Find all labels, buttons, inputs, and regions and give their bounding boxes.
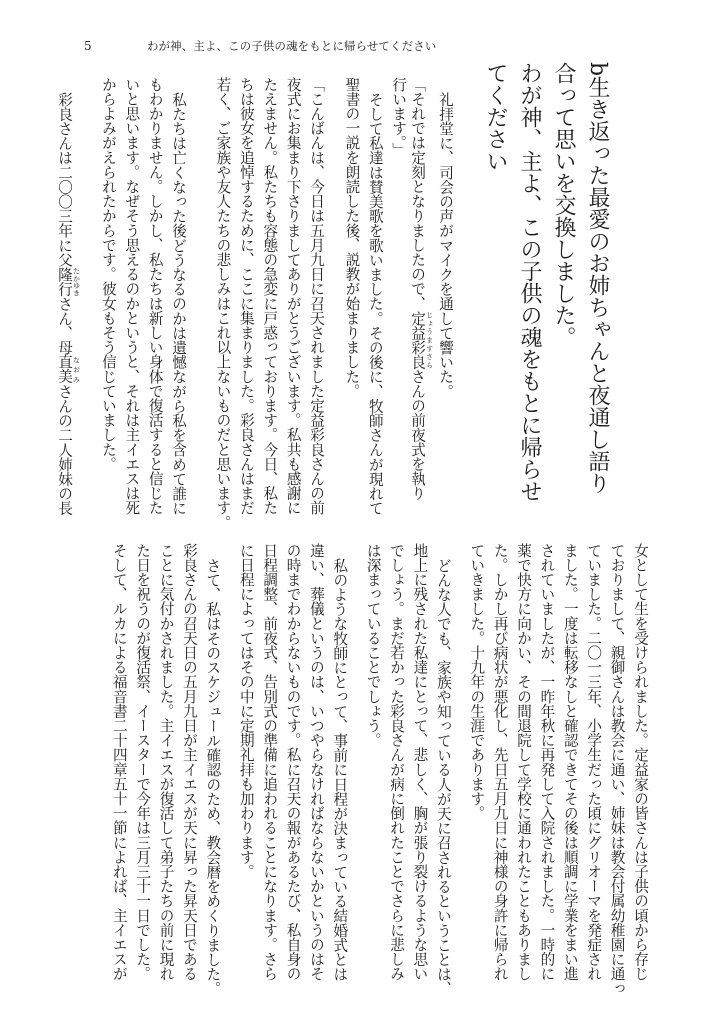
- paragraph: [434, 77, 457, 530]
- paragraph: [234, 543, 351, 996]
- text-line: でしょう。まだ若かった彩良さんが病に倒れたことでさらに悲しみ: [388, 543, 406, 981]
- text-line: 礼拝堂に、司会の声がマイクを通して響いた。: [437, 91, 454, 399]
- text-line: ておりまして、親御さんは教会に通い、姉妹は教会付属幼稚園に通っ: [608, 543, 626, 996]
- text-line: は深まっていることでしょう。: [364, 543, 382, 748]
- text-segment: 彩良さんは二〇〇三年に父: [56, 91, 74, 267]
- ruby-annotation: [56, 354, 81, 384]
- heading-line: 合って思いを交換しました。: [551, 62, 576, 348]
- ruby-text: じょうますさら: [425, 310, 434, 370]
- text-line: いと思います。なぜそう思えるのかというと、それは主イエスは死: [123, 77, 141, 515]
- text-line: [57, 77, 80, 530]
- previous-section-heading: [546, 62, 614, 502]
- text-line: どんな人でも、家族や知っている人が天に召されるということは、: [434, 557, 452, 996]
- paragraph: [465, 543, 652, 996]
- lower-body-text: [107, 543, 652, 996]
- paragraph: [211, 77, 328, 530]
- text-line: 聖書の一説を朗読した後、説教が始まりました。: [343, 77, 361, 399]
- paragraph: [340, 77, 387, 530]
- text-line: ていました。二〇一三年、小学生だった頃にグリオーマを発症され: [585, 543, 603, 981]
- paragraph: [387, 77, 434, 530]
- text-segment: 「それでは定刻となりましたので、: [409, 77, 427, 311]
- text-segment: さんの前夜式を執り: [409, 369, 427, 501]
- text-line: 日程調整、前夜式、告別式の準備に追われることになります。さら: [261, 543, 279, 981]
- text-line: の時までわからないものです。私に召天の報があるたび、私自身の: [284, 543, 302, 981]
- text-line: 女として生を受けられました。定益家の皆さんは子供の頃から存じ: [632, 543, 649, 981]
- text-line: からよみがえられたからです。彼女もそう信じていました。: [99, 77, 117, 472]
- text-line: さて、私はそのスケジュール確認のため、教会暦をめくりました。: [204, 557, 222, 996]
- text-line: 彩良さんの召天日の五月九日が主イエスが天に昇った昇天日である: [180, 543, 198, 981]
- text-line: されていましたが、一昨年秋に再発して入院されました。一時的に: [538, 543, 556, 981]
- text-line: 行います。」: [390, 77, 408, 158]
- text-line: 若く、ご家族や友人たちの悲しみはこれ以上ないものだと思います。: [214, 77, 232, 530]
- ruby-base: 定益彩良: [409, 310, 427, 370]
- text-line: ました。一度は転移なしと確認できてその後は順調に学業をまい進: [561, 543, 579, 981]
- text-line: もわかりません。しかし、私たちは新しい身体で復活すると信じた: [146, 77, 164, 515]
- text-line: 私たちは亡くなった後どうなるのかは遺憾ながら私を含めて誰に: [170, 91, 188, 515]
- ruby-annotation: [409, 310, 434, 370]
- text-line: 薬で快方に向かい、その間退院して学校に通われたこともありまし: [515, 543, 533, 981]
- page-number: 5: [84, 39, 92, 53]
- chapter-title: [478, 62, 546, 502]
- text-line: 地上に残された私達にとって、悲しく、胸が張り裂けるような思い: [411, 543, 429, 981]
- text-line: 私のような牧師にとって、事前に日程が決まっている結婚式とは: [331, 557, 349, 981]
- paragraph: [361, 543, 455, 996]
- heading-line: てください: [483, 62, 508, 172]
- text-line: ことに気付かされました。主イエスが復活して弟子たちの前に現れ: [157, 543, 175, 981]
- ruby-text: たかゆき: [72, 266, 81, 296]
- text-line: ちは彼女を追悼するために、ここに集まりました。彩良さんはまだ: [237, 77, 255, 515]
- text-line: 夜式にお集まり下さりましてありがとうございます。私共も感謝に: [284, 77, 302, 515]
- text-line: に日程によってはその中に定期礼拝も加わります。: [237, 543, 255, 879]
- text-line: 「こんばんは、今日は五月九日に召天されました定益彩良さんの前: [308, 77, 326, 515]
- text-line: た日を祝うのが復活祭、イースターで今年は三月三十一日でした。: [134, 543, 152, 981]
- paragraph: [97, 77, 191, 530]
- text-line: 違い、葬儀というのは、いつやらなければならないかというのはそ: [307, 543, 325, 981]
- text-line: ていきました。十九年の生涯であります。: [468, 543, 486, 821]
- text-line: [410, 77, 433, 530]
- ruby-base: 直美: [56, 354, 74, 384]
- heading-line: b生き返った最愛のお姉ちゃんと夜通し語り: [585, 62, 610, 495]
- paragraph: [57, 77, 80, 530]
- ruby-base: 隆行: [56, 266, 74, 296]
- text-segment: さんの二人姉妹の長: [56, 383, 74, 516]
- text-segment: さん、母: [56, 296, 74, 355]
- headings-block: [478, 62, 614, 502]
- running-title: わが神、主よ、この子供の魂をもとに帰らせてください: [147, 39, 437, 53]
- ruby-annotation: [56, 266, 81, 296]
- upper-body-text: [57, 77, 457, 530]
- text-line: たえません。私たちも容態の急変に戸惑っております。今日、私た: [261, 77, 279, 515]
- heading-line: わが神、主よ、この子供の魂をもとに帰らせ: [517, 62, 542, 502]
- text-line: そして私達は賛美歌を歌いました。その後に、牧師さんが現れて: [366, 91, 384, 515]
- paragraph: [107, 543, 224, 996]
- text-line: そして、ルカによる福音書二十四章五十一節によれば、主イエスが: [110, 543, 128, 981]
- ruby-text: なおみ: [72, 354, 81, 384]
- text-line: た。しかし再び病状が悪化し、先日五月九日に神様の身許に帰られ: [491, 543, 509, 981]
